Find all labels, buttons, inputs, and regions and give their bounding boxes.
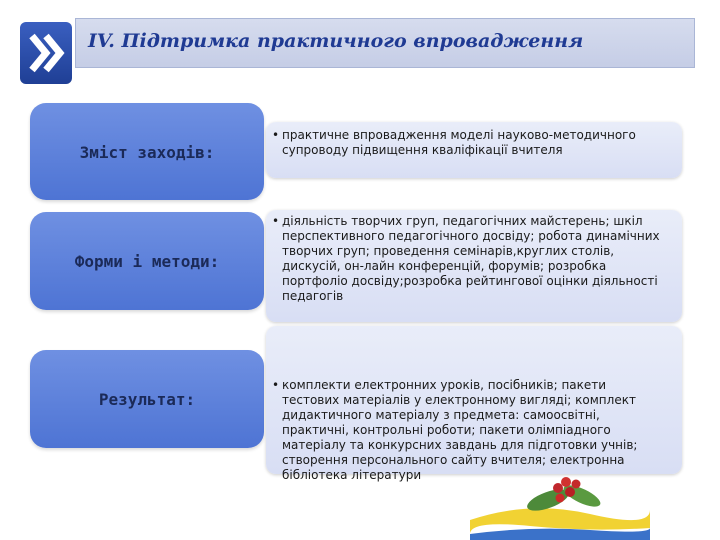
- label-forms: Форми і методи:: [74, 252, 220, 271]
- bullet: •: [272, 128, 280, 142]
- content-text-1-body: практичне впровадження моделі науково-методичного супроводу підвищення кваліфікації вчителя: [282, 128, 636, 157]
- label-box-result: [30, 350, 264, 448]
- label-content: Зміст заходів:: [79, 143, 215, 162]
- viburnum-ribbon-decoration: [470, 470, 650, 540]
- content-text-3-body: комплекти електронних уроків, посібників; пакети тестових матеріалів у електронному вигляді; комплект дидактичного матеріалу з предмета: самоосвітні, практичні, контрольні роботи; пакети олімпіадного матеріалу та конкурсних завдань для підготовки учнів; створення персонального сайту вчителя; електронна бібліотека літератури: [282, 378, 638, 482]
- double-chevron-right-icon: [20, 22, 72, 84]
- content-text-1: [272, 128, 662, 158]
- label-result: Результат:: [98, 390, 196, 409]
- label-box-content: [30, 103, 264, 200]
- bullet: •: [272, 378, 280, 392]
- slide-title: IV. Підтримка практичного впровадження: [88, 30, 584, 52]
- content-text-3: [272, 378, 662, 483]
- content-text-2: [272, 214, 662, 304]
- content-text-2-body: діяльність творчих груп, педагогічних майстерень; шкіл перспективного педагогічного досвіду; робота динамічних творчих груп; проведення семінарів,круглих столів, дискусій, он-лайн конференцій, форумів; розробка портфоліо досвіду;розробка рейтингової оцінки діяльності педагогів: [282, 214, 660, 303]
- bullet: •: [272, 214, 280, 228]
- label-box-forms: [30, 212, 264, 310]
